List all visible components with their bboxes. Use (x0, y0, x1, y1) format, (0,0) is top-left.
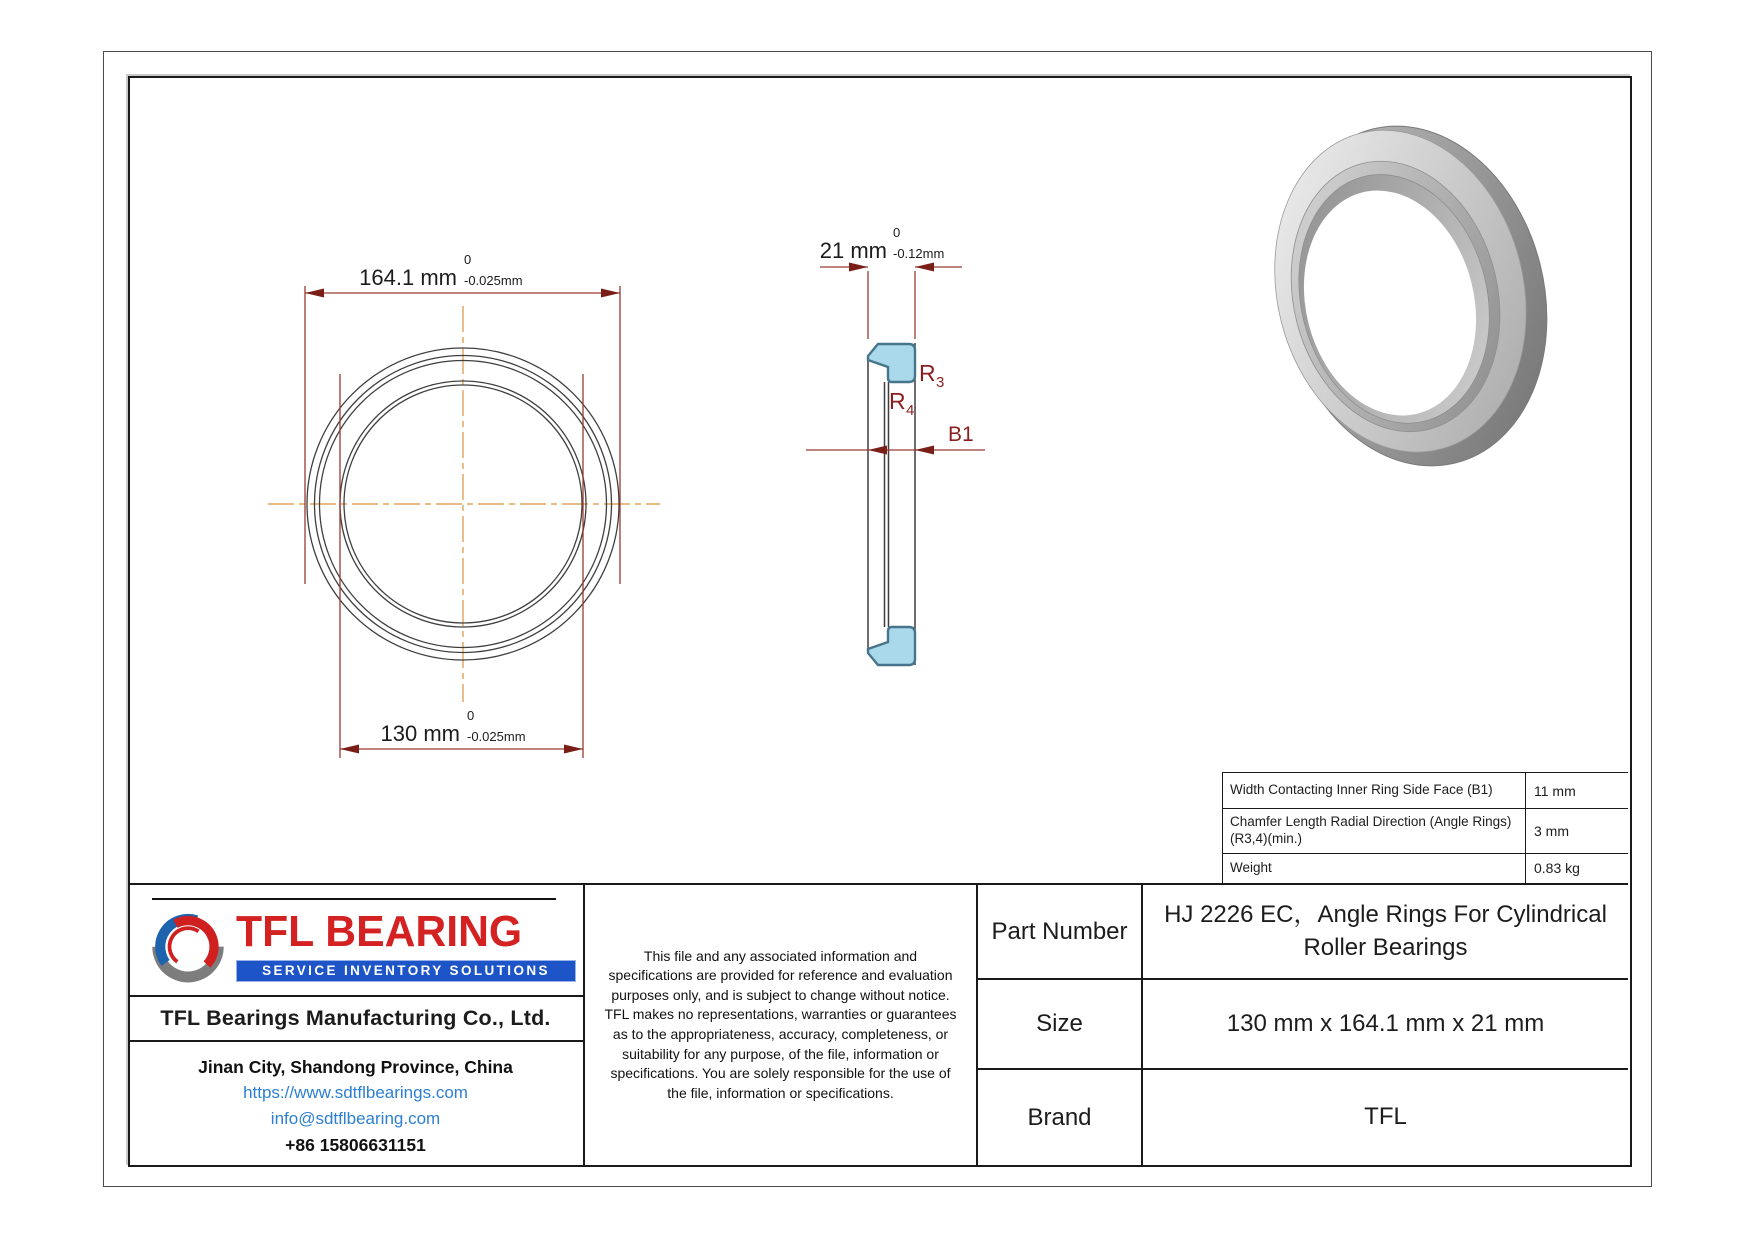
arrow-right (915, 263, 934, 272)
spec-label: Chamfer Length Radial Direction (Angle Rings)(R3,4)(min.) (1223, 809, 1526, 853)
spec-value: 11 mm (1534, 782, 1576, 799)
outer-diameter-tol-bottom: -0.025mm (464, 273, 523, 288)
width-value: 21 mm (819, 238, 887, 263)
side-section-view (806, 225, 985, 665)
spec-row-b1 (1223, 773, 1628, 809)
front-view (268, 252, 660, 758)
logo-cell (128, 885, 585, 997)
spec-row-chamfer (1223, 809, 1628, 854)
r3-subscript: 3 (936, 374, 945, 391)
arrow-left (340, 745, 359, 754)
b1-dimension (806, 423, 985, 455)
spec-value: 0.83 kg (1534, 860, 1580, 877)
company-address: Jinan City, Shandong Province, China (198, 1057, 513, 1077)
b1-label: B1 (948, 423, 974, 446)
spec-table (1222, 772, 1628, 883)
ring-3d-render (1241, 98, 1581, 496)
bore-diameter-dimension (340, 374, 583, 758)
outer-diameter-value: 164.1 mm (359, 265, 457, 290)
spec-label: Weight (1223, 854, 1526, 883)
centerlines (268, 306, 660, 702)
contact-cell (128, 1042, 585, 1165)
spec-value: 3 mm (1534, 823, 1569, 839)
size-label: Size (978, 980, 1143, 1070)
part-number-label: Part Number (978, 885, 1143, 980)
outer-diameter-tol-top: 0 (464, 252, 472, 267)
arrow-left (849, 263, 868, 272)
logo-brand-text: TFL BEARING (236, 907, 523, 956)
arrow-right (564, 745, 583, 754)
logo-top-rule (152, 898, 556, 900)
company-email-link[interactable]: info@sdtflbearing.com (270, 1109, 441, 1128)
r3-label: R (919, 360, 936, 386)
logo-lockup (236, 907, 576, 982)
bore-diameter-tol-top: 0 (467, 708, 475, 723)
section-fill-bottom (868, 627, 915, 665)
disclaimer-text: This file and any associated information and specifications are provided for reference and evaluation purposes only, and is subject to change without notice. TFL makes no representations, warranties or guarantees as to the appropriateness, accuracy, completeness, or suitability for any purpose, of the file, information or specifications. You are solely responsible for the use of the file, information or specifications. (604, 947, 957, 1101)
arrow-left (305, 289, 324, 298)
spec-row-weight (1223, 854, 1628, 883)
bore-diameter-tol-bottom: -0.025mm (467, 729, 526, 744)
r4-label: R (889, 388, 906, 414)
width-tol-bottom: -0.12mm (893, 246, 945, 261)
bore-chamfer-circle (344, 385, 582, 623)
company-name: TFL Bearings Manufacturing Co., Ltd. (128, 997, 585, 1042)
company-phone: +86 15806631151 (285, 1135, 426, 1155)
company-website-link[interactable]: https://www.sdtflbearings.com (243, 1083, 468, 1102)
brand-label: Brand (978, 1070, 1143, 1165)
r4-subscript: 4 (906, 402, 915, 419)
arrow-b1-left (868, 446, 887, 455)
arrow-b1-right (915, 446, 934, 455)
bore-diameter-value: 130 mm (380, 721, 460, 746)
disclaimer-cell (585, 885, 978, 1165)
logo-swirl-icon (146, 903, 230, 987)
section-fill-top (868, 344, 915, 382)
spec-label: Width Contacting Inner Ring Side Face (B1) (1223, 773, 1526, 808)
part-number-value: HJ 2226 EC，Angle Rings For Cylindrical Roller Bearings (1143, 885, 1628, 980)
arrow-right (601, 289, 620, 298)
logo-tagline: SERVICE INVENTORY SOLUTIONS (236, 960, 576, 982)
brand-value: TFL (1364, 1103, 1407, 1131)
size-value: 130 mm x 164.1 mm x 21 mm (1143, 980, 1628, 1070)
width-tol-top: 0 (893, 225, 901, 240)
title-block (128, 883, 1628, 1165)
width-dimension (820, 225, 962, 339)
